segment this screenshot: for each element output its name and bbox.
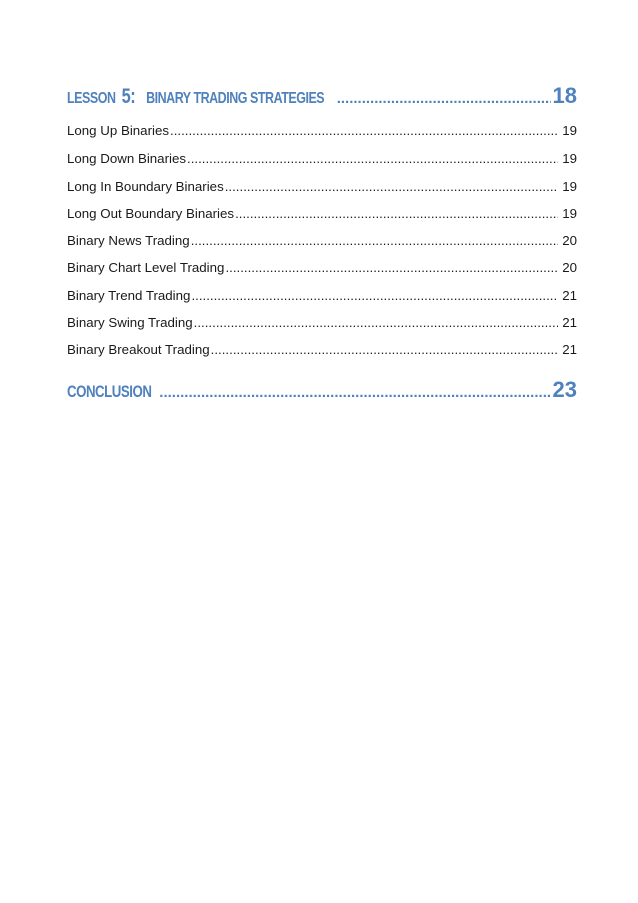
toc-entry-page: 21 [562, 315, 577, 330]
toc-leader-dots [159, 384, 550, 401]
toc-entry-label: Long In Boundary Binaries [67, 179, 224, 194]
toc-leader-dots [169, 123, 558, 138]
toc-entry-label: Binary Chart Level Trading [67, 260, 225, 275]
toc-leader-dots [193, 315, 559, 330]
toc-entry-page: 19 [562, 123, 577, 138]
toc-leader-dots [224, 179, 558, 194]
toc-leader-dots [234, 206, 558, 221]
toc-entry[interactable] [67, 123, 577, 138]
lesson-title: BINARY TRADING STRATEGIES [146, 90, 325, 107]
toc-page-number: 18 [552, 83, 577, 108]
toc-entry[interactable] [67, 342, 577, 357]
toc-entry-page: 19 [562, 206, 577, 221]
toc-heading-label [67, 85, 324, 109]
toc-entry-label: Binary Swing Trading [67, 315, 193, 330]
lesson-number: 5: [121, 85, 136, 108]
toc-leader-dots [190, 233, 559, 248]
toc-entry-page: 20 [562, 260, 577, 275]
toc-entry[interactable] [67, 151, 577, 166]
toc-entry-page: 19 [562, 151, 577, 166]
toc-heading-conclusion[interactable] [67, 377, 577, 403]
toc-leader-dots [210, 342, 559, 357]
toc-entry-label: Binary Breakout Trading [67, 342, 210, 357]
toc-entry-page: 20 [562, 233, 577, 248]
toc-entry[interactable] [67, 315, 577, 330]
toc-entry-page: 19 [562, 179, 577, 194]
toc-entry[interactable] [67, 260, 577, 275]
toc-entry[interactable] [67, 179, 577, 194]
toc-entry-label: Binary Trend Trading [67, 288, 191, 303]
toc-leader-dots [224, 260, 558, 275]
toc-entry-page: 21 [562, 342, 577, 357]
toc-leader-dots [186, 151, 558, 166]
toc-entry-page: 21 [562, 288, 577, 303]
lesson-word: LESSON [67, 90, 116, 107]
toc-page-number: 23 [552, 377, 577, 402]
toc-entry-label: Long Out Boundary Binaries [67, 206, 235, 221]
toc-leader-dots [337, 90, 551, 107]
toc-entry-label: Long Down Binaries [67, 151, 187, 166]
toc-entry[interactable] [67, 288, 577, 303]
toc-leader-dots [190, 288, 558, 303]
toc-entry-label: Binary News Trading [67, 233, 190, 248]
toc-entry[interactable] [67, 206, 577, 221]
toc-entry-label: Long Up Binaries [67, 123, 170, 138]
toc-heading-lesson-5[interactable] [67, 83, 577, 109]
toc-heading-label: CONCLUSION [67, 382, 152, 401]
toc-entry[interactable] [67, 233, 577, 248]
